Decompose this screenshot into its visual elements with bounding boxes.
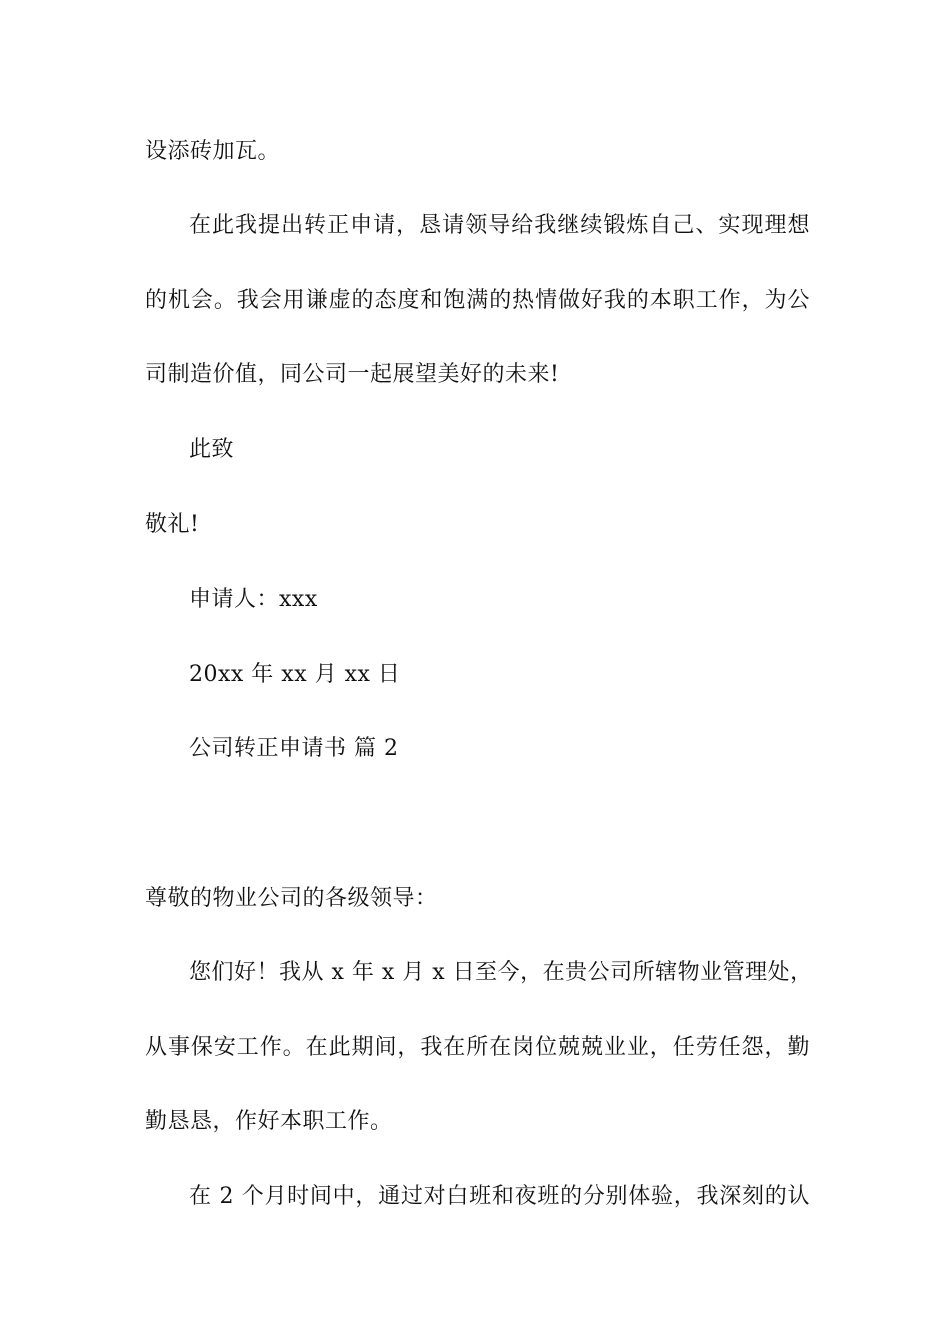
paragraph-line: 在此我提出转正申请，恳请领导给我继续锻炼自己、实现理想: [189, 213, 810, 238]
paragraph-line: 从事保安工作。在此期间，我在所在岗位兢兢业业，任劳任怨，勤: [145, 1035, 810, 1060]
paragraph-line: 司制造价值，同公司一起展望美好的未来!: [145, 362, 560, 387]
closing-regards: 敬礼!: [145, 512, 200, 537]
closing-salutation: 此致: [189, 437, 235, 462]
paragraph-line: 您们好！我从 x 年 x 月 x 日至今，在贵公司所辖物业管理处，: [189, 960, 813, 985]
section-heading: 公司转正申请书 篇 2: [189, 736, 399, 761]
paragraph-line: 在 2 个月时间中，通过对白班和夜班的分别体验，我深刻的认: [189, 1184, 810, 1209]
paragraph-line: 的机会。我会用谦虚的态度和饱满的热情做好我的本职工作，为公: [145, 288, 810, 313]
paragraph-line: 设添砖加瓦。: [145, 139, 281, 164]
date-line: 20xx 年 xx 月 xx 日: [189, 662, 401, 687]
paragraph-line: 勤恳恳，作好本职工作。: [145, 1109, 393, 1134]
letter-greeting: 尊敬的物业公司的各级领导：: [145, 886, 438, 911]
applicant-signature: 申请人：xxx: [189, 587, 318, 612]
